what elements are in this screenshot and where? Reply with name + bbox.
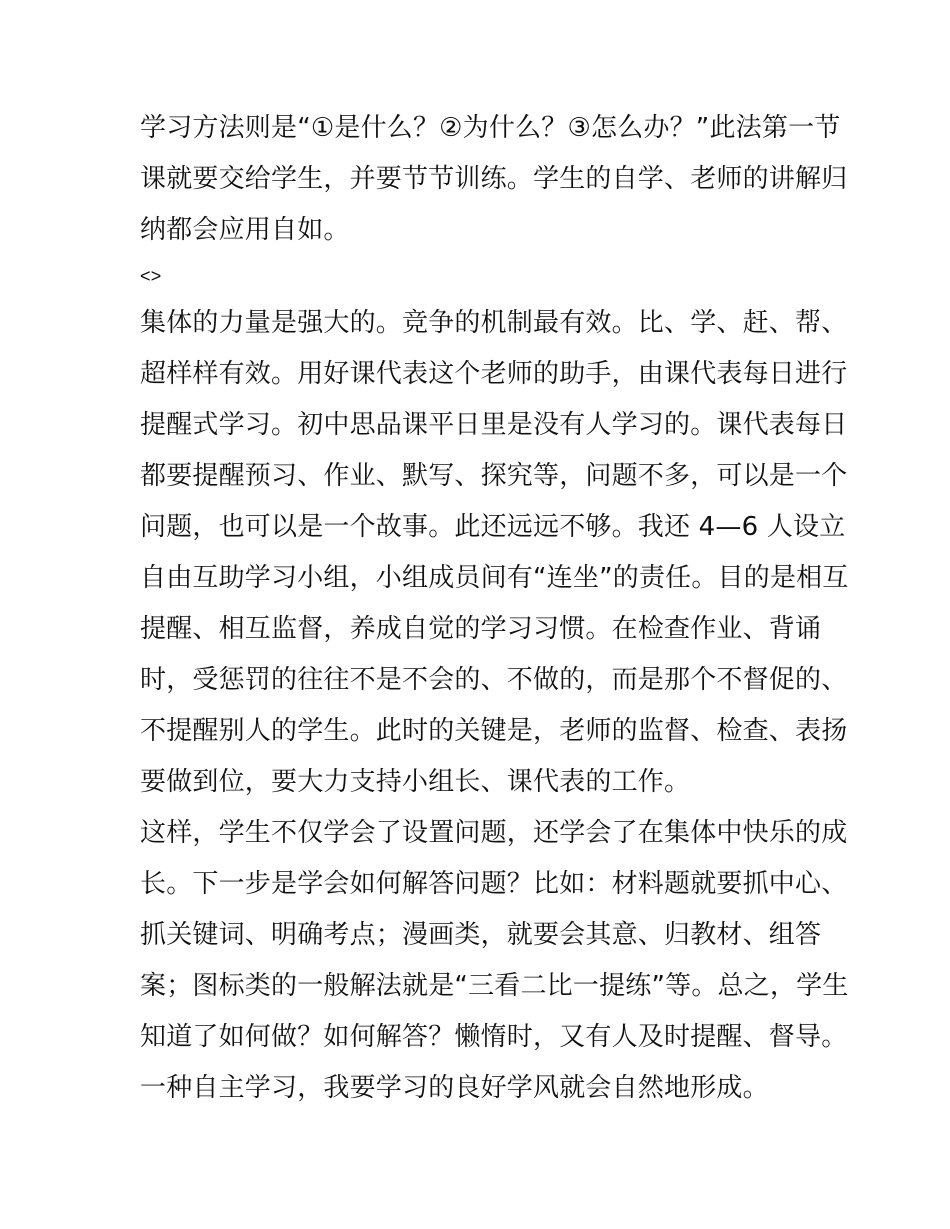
paragraph-1-line-3: 纳都会应用自如。 [140, 215, 350, 245]
paragraph-3-line-2: 长。下一步是学会如何解答问题？比如：材料题就要抓中心、 [140, 869, 848, 899]
paragraph-3-line-1: 这样，学生不仅学会了设置问题，还学会了在集体中快乐的成 [140, 818, 848, 848]
paragraph-2-line-8: 时，受惩罚的往往不是不会的、不做的，而是那个不督促的、 [140, 665, 848, 695]
paragraph-3-line-4: 案；图标类的一般解法就是“三看二比一提练”等。总之，学生 [140, 971, 849, 1001]
paragraph-3-line-6: 一种自主学习，我要学习的良好学风就会自然地形成。 [140, 1073, 769, 1103]
paragraph-2-line-7: 提醒、相互监督，养成自觉的学习习惯。在检查作业、背诵 [140, 614, 822, 644]
paragraph-1-line-1: 学习方法则是“①是什么？②为什么？③怎么办？”此法第一节 [140, 113, 841, 143]
paragraph-3-line-3: 抓关键词、明确考点；漫画类，就要会其意、归教材、组答 [140, 920, 822, 950]
paragraph-2-line-3: 提醒式学习。初中思品课平日里是没有人学习的。课代表每日 [140, 410, 848, 440]
paragraph-2-line-1: 集体的力量是强大的。竞争的机制最有效。比、学、赶、帮、 [140, 308, 848, 338]
section-marker: <> [140, 266, 162, 286]
paragraph-2-line-4: 都要提醒预习、作业、默写、探究等，问题不多，可以是一个 [140, 461, 848, 491]
paragraph-2-line-5: 问题，也可以是一个故事。此还远远不够。我还 4—6 人设立 [140, 512, 846, 542]
paragraph-2-line-2: 超样样有效。用好课代表这个老师的助手，由课代表每日进行 [140, 359, 848, 389]
paragraph-2-line-10: 要做到位，要大力支持小组长、课代表的工作。 [140, 767, 691, 797]
paragraph-2-line-6: 自由互助学习小组，小组成员间有“连坐”的责任。目的是相互 [140, 563, 849, 593]
paragraph-1-line-2: 课就要交给学生，并要节节训练。学生的自学、老师的讲解归 [140, 164, 848, 194]
paragraph-2-line-9: 不提醒别人的学生。此时的关键是，老师的监督、检查、表扬 [140, 716, 848, 746]
paragraph-3-line-5: 知道了如何做？如何解答？懒惰时，又有人及时提醒、督导。 [140, 1022, 848, 1052]
